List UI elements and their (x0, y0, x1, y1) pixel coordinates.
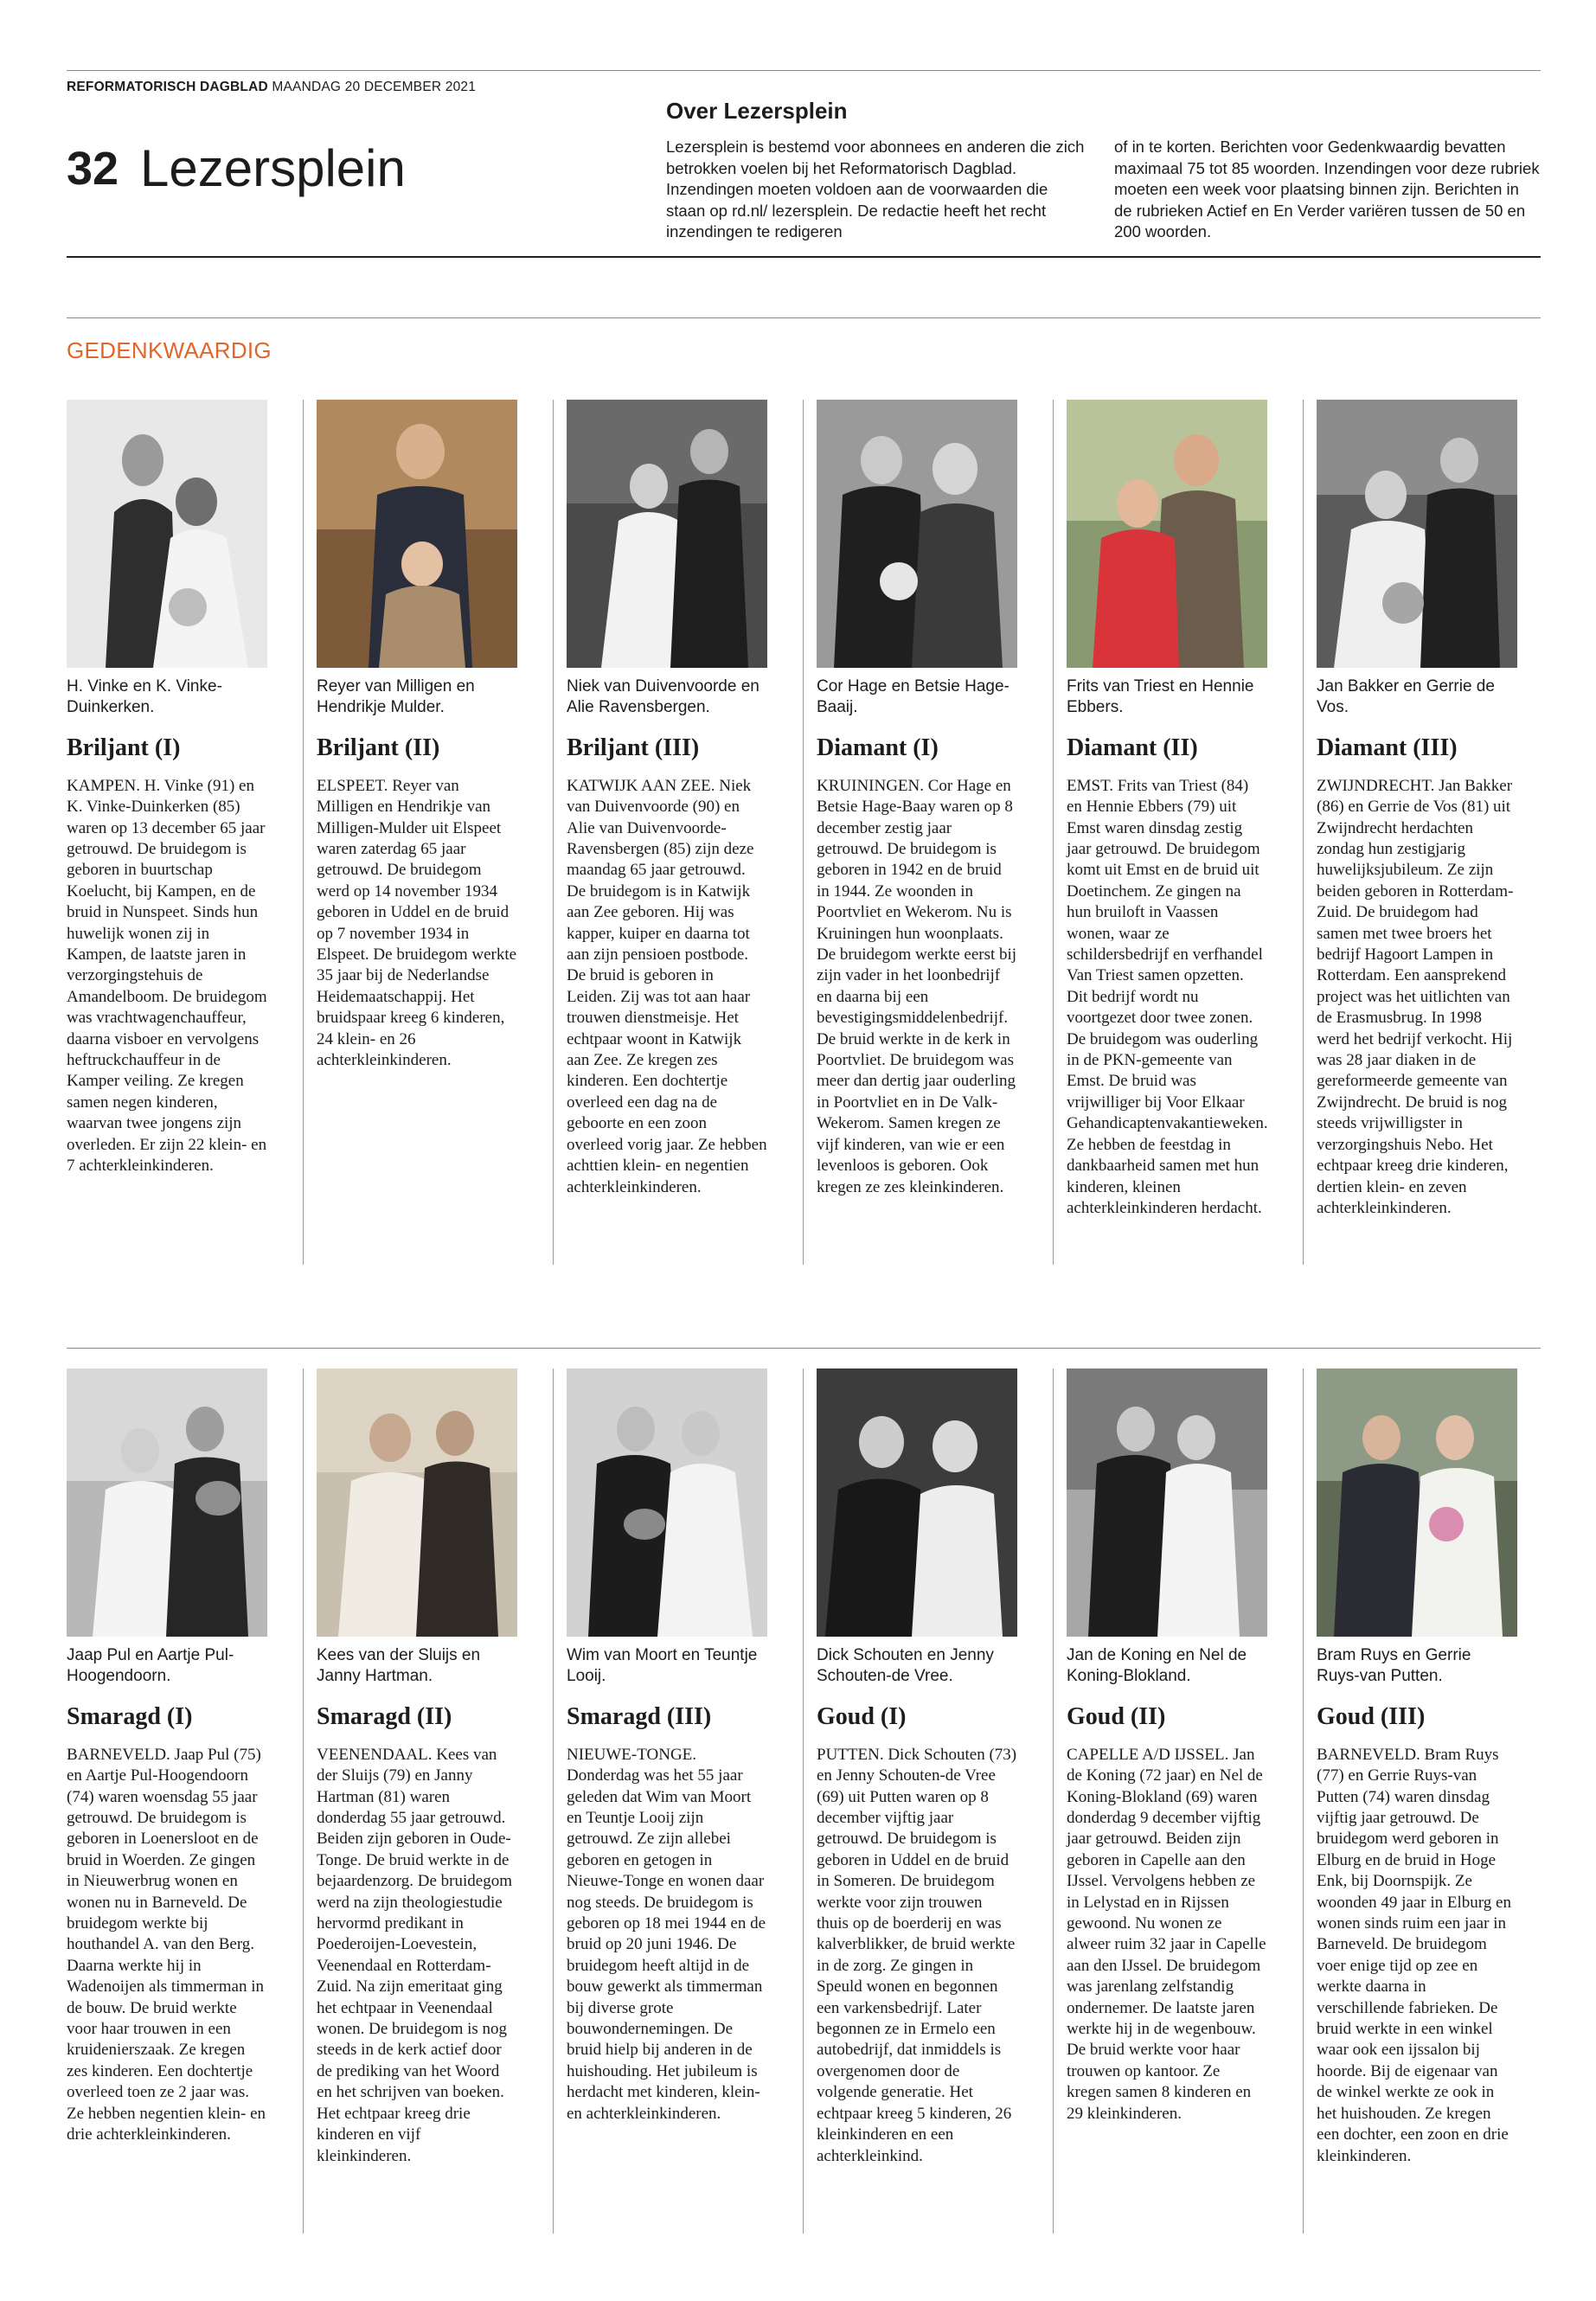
anniversary-card (567, 400, 767, 1198)
masthead (67, 80, 476, 95)
card-award-heading: Diamant (I) (817, 734, 939, 761)
section-title: Lezersplein (140, 139, 406, 197)
card-body-text: BARNEVELD. Bram Ruys (77) en Gerrie Ruys-van Putten (74) waren dinsdag vijftig jaar getrouwd. De bruidegom werd geboren in Elburg en de bruid in Hoge Enk, bij Doornspijk. Ze woonden 49 jaar in Elburg en wonen sinds ruim een jaar in Barneveld. De bruidegom voer enige tijd op zee en werkte daarna in verschillende fabrieken. De bruid werkte in een winkel waar ook een ijssalon bij hoorde. Bij de eigenaar van de winkel werkte ze ook in het huishouden. Ze kregen een dochter, een zoon en drie kleinkinderen. (1317, 1745, 1511, 2165)
card-body-text: KATWIJK AAN ZEE. Niek van Duivenvoorde (90) en Alie van Duivenvoorde-Ravensbergen (85) zijn deze maandag 65 jaar getrouwd. De bruidegom is in Katwijk aan Zee geboren. Hij was kapper, kuiper en daarna tot aan zijn pensioen postbode. De bruid is geboren in Leiden. Zij was tot aan haar trouwen dienstmeisje. Het echtpaar woont in Katwijk aan Zee. Ze kregen zes kinderen. Een dochtertje overleed een dag na de geboorte en een zoon overleed vorig jaar. Ze hebben achttien klein- en negentien achterkleinkinderen. (567, 776, 767, 1196)
couple-photo (567, 1368, 767, 1637)
column-separator (1303, 1368, 1304, 2234)
couple-photo (1067, 1368, 1267, 1637)
column-separator (303, 1368, 304, 2234)
issue-date: MAANDAG 20 DECEMBER 2021 (272, 80, 477, 94)
about-text-col2: of in te korten. Berichten voor Gedenkwaardig bevatten maximaal 75 tot 85 woorden. Inzendingen voor deze rubriek moeten een week voor plaatsing binnen zijn. Berichten in de rubrieken Actief en En Verder variëren tussen de 50 en 200 woorden. (1114, 138, 1540, 240)
card-award-heading: Smaragd (II) (317, 1703, 452, 1730)
card-caption: Niek van Duivenvoorde en Alie Ravensbergen. (567, 677, 760, 716)
couple-photo (1317, 1368, 1517, 1637)
card-body-text: NIEUWE-TONGE. Donderdag was het 55 jaar geleden dat Wim van Moort en Teuntje Looij zijn getrouwd. Ze zijn allebei geboren en getogen in Nieuwe-Tonge en wonen daar nog steeds. De bruidegom is geboren op 18 mei 1944 en de bruid op 20 juni 1946. De bruidegom heeft altijd in de bouw gewerkt als timmerman bij diverse grote bouwondernemingen. De bruid hielp bij anderen in de huishouding. Het jubileum is herdacht met kinderen, klein- en achterkleinkinderen. (567, 1745, 766, 2123)
anniversary-card (817, 1368, 1017, 2167)
card-body-text: KAMPEN. H. Vinke (91) en K. Vinke-Duinkerken (85) waren op 13 december 65 jaar getrouwd. De bruidegom is geboren in buurtschap Koelucht, bij Kampen, en de bruid in Nunspeet. Sinds hun huwelijk wonen zij in Kampen, de laatste jaren in verzorgingstehuis de Amandelboom. De bruidegom was vrachtwagenchauffeur, daarna visboer en vervolgens heftruckchauffeur in de Kamper veiling. Ze kregen samen negen kinderen, waarvan twee jongens zijn overleden. Er zijn 22 klein- en 7 achterkleinkinderen. (67, 776, 267, 1176)
card-caption: Reyer van Milligen en Hendrikje Mulder. (317, 677, 475, 716)
column-separator (553, 1368, 554, 2234)
card-body-text: ZWIJNDRECHT. Jan Bakker (86) en Gerrie de Vos (81) uit Zwijndrecht herdachten zondag hun zestigjarig huwelijksjubileum. Ze zijn beiden geboren in Rotterdam-Zuid. De bruidegom had samen met twee broers het bedrijf Hagoort Lampen in Rotterdam. Een aansprekend project was het uitlichten van de Erasmusbrug. In 1998 werd het bedrijf verkocht. Hij was 28 jaar diaken in de gereformeerde gemeente van Zwijndrecht. De bruid is nog steeds vrijwilligster in verzorgingshuis Nebo. Het echtpaar kreeg drie kinderen, dertien klein- en zeven achterkleinkinderen. (1317, 776, 1514, 1217)
column-separator (303, 400, 304, 1265)
card-award-heading: Diamant (III) (1317, 734, 1458, 761)
card-award-heading: Goud (I) (817, 1703, 907, 1730)
card-body-text: EMST. Frits van Triest (84) en Hennie Ebbers (79) uit Emst waren dinsdag zestig jaar getrouwd. De bruidegom komt uit Emst en de bruid uit Doetinchem. Ze gingen na hun bruiloft in Vaassen wonen, waar ze schildersbedrijf en verfhandel Van Triest samen opzetten. Dit bedrijf wordt nu voortgezet door twee zonen. De bruidegom was ouderling in de PKN-gemeente van Emst. De bruid was vrijwilliger bij Voor Elkaar Gehandicaptenvakantieweken. Ze hebben de feestdag in dankbaarheid samen met hun kinderen, kleinen achterkleinkinderen herdacht. (1067, 776, 1268, 1217)
publication-name: REFORMATORISCH DAGBLAD (67, 80, 268, 94)
card-award-heading: Briljant (I) (67, 734, 181, 761)
top-rule (67, 70, 1541, 71)
card-caption: Kees van der Sluijs en Janny Hartman. (317, 1646, 481, 1685)
anniversary-card (317, 400, 517, 1071)
card-caption: Dick Schouten en Jenny Schouten-de Vree. (817, 1646, 994, 1685)
couple-photo (567, 400, 767, 668)
card-body-text: CAPELLE A/D IJSSEL. Jan de Koning (72 jaar) en Nel de Koning-Blokland (69) waren donderdag 9 december vijftig jaar getrouwd. Beiden zijn geboren in Capelle aan den IJssel. Vervolgens hebben ze in Lelystad en in Rijssen gewoond. Nu wonen ze alweer ruim 32 jaar in Capelle aan den IJssel. De bruidegom was jarenlang zelfstandig ondernemer. De laatste jaren werkte hij in de wegenbouw. De bruid werkte voor haar trouwen op kantoor. Ze kregen samen 8 kinderen en 29 kleinkinderen. (1067, 1745, 1266, 2123)
anniversary-card (1067, 400, 1267, 1219)
section-kicker: GEDENKWAARDIG (67, 337, 272, 363)
page-number: 32 (67, 143, 119, 195)
anniversary-card (67, 1368, 267, 2146)
couple-photo (67, 400, 267, 668)
card-caption: Jan Bakker en Gerrie de Vos. (1317, 677, 1495, 716)
card-award-heading: Goud (II) (1067, 1703, 1166, 1730)
anniversary-card (567, 1368, 767, 2125)
anniversary-card (817, 400, 1017, 1198)
couple-photo (1317, 400, 1517, 668)
card-caption: Bram Ruys en Gerrie Ruys-van Putten. (1317, 1646, 1471, 1685)
card-caption: Frits van Triest en Hennie Ebbers. (1067, 677, 1254, 716)
anniversary-card (67, 400, 267, 1177)
card-award-heading: Smaragd (III) (567, 1703, 712, 1730)
card-caption: Wim van Moort en Teuntje Looij. (567, 1646, 758, 1685)
anniversary-card (1317, 400, 1517, 1219)
card-award-heading: Goud (III) (1317, 1703, 1426, 1730)
couple-photo (317, 400, 517, 668)
column-separator (1053, 400, 1054, 1265)
card-body-text: ELSPEET. Reyer van Milligen en Hendrikje van Milligen-Mulder uit Elspeet waren zaterdag 65 jaar getrouwd. De bruidegom werd op 14 november 1934 geboren in Uddel en de bruid op 7 november 1934 in Elspeet. De bruidegom werkte 35 jaar bij de Nederlandse Heidemaatschappij. Het bruidspaar kreeg 6 kinderen, 24 klein- en 26 achterkleinkinderen. (317, 776, 517, 1070)
about-text-col1: Lezersplein is bestemd voor abonnees en anderen die zich betrokken voelen bij het Reformatorisch Dagblad. Inzendingen moeten voldoen aan de voorwaarden die staan op rd.nl/ lezersplein. De redactie heeft het recht inzendingen te redigeren (666, 138, 1085, 240)
anniversary-card (1067, 1368, 1267, 2125)
couple-photo (1067, 400, 1267, 668)
anniversary-card (317, 1368, 517, 2167)
card-award-heading: Briljant (III) (567, 734, 700, 761)
anniversary-card (1317, 1368, 1517, 2167)
section-divider (67, 317, 1541, 318)
column-separator (1303, 400, 1304, 1265)
card-caption: Cor Hage en Betsie Hage-Baaij. (817, 677, 1010, 716)
column-separator (803, 1368, 804, 2234)
header-divider (67, 256, 1541, 258)
card-body-text: PUTTEN. Dick Schouten (73) en Jenny Schouten-de Vree (69) uit Putten waren op 8 december vijftig jaar getrouwd. De bruidegom is geboren in Uddel en de bruid in Someren. De bruidegom werkte voor zijn trouwen thuis op de boerderij en was kalverblikker, de bruid werkte in de zorg. Ze gingen in Speuld wonen en begonnen een varkensbedrijf. Later begonnen ze in Ermelo een autobedrijf, dat inmiddels is overgenomen door de volgende generatie. Het echtpaar kreeg 5 kinderen, 26 kleinkinderen en een achterkleinkind. (817, 1745, 1017, 2165)
card-body-text: KRUININGEN. Cor Hage en Betsie Hage-Baay waren op 8 december zestig jaar getrouwd. De bruidegom is geboren in 1942 en de bruid in 1944. Ze woonden in Poortvliet en Wekerom. Nu is Kruiningen hun woonplaats. De bruidegom werkte eerst bij zijn vader in het loonbedrijf en daarna bij een bevestigingsmiddelenbedrijf. De bruid werkte in de kerk in Poortvliet. De bruidegom was meer dan dertig jaar ouderling in Poortvliet en in De Valk-Wekerom. Samen kregen ze vijf kinderen, van wie er een levenloos is geboren. Ook kregen ze zes kleinkinderen. (817, 776, 1017, 1196)
couple-photo (67, 1368, 267, 1637)
card-award-heading: Smaragd (I) (67, 1703, 193, 1730)
column-separator (553, 400, 554, 1265)
card-body-text: VEENENDAAL. Kees van der Sluijs (79) en Janny Hartman (81) waren donderdag 55 jaar getrouwd. Beiden zijn geboren in Oude-Tonge. De bruid werkte in de bejaardenzorg. De bruidegom werd na zijn theologiestudie hervormd predikant in Poederoijen-Loevestein, Veenendaal en Rotterdam-Zuid. Na zijn emeritaat ging het echtpaar in Veenendaal wonen. De bruidegom is nog steeds in de kerk actief door de prediking van het Woord en het schrijven van boeken. Het echtpaar kreeg drie kinderen en vijf kleinkinderen. (317, 1745, 512, 2165)
row-divider (67, 1348, 1541, 1349)
card-caption: H. Vinke en K. Vinke-Duinkerken. (67, 677, 222, 716)
card-award-heading: Briljant (II) (317, 734, 440, 761)
about-title: Over Lezersplein (666, 98, 848, 124)
column-separator (1053, 1368, 1054, 2234)
couple-photo (317, 1368, 517, 1637)
couple-photo (817, 400, 1017, 668)
card-caption: Jan de Koning en Nel de Koning-Blokland. (1067, 1646, 1247, 1685)
card-award-heading: Diamant (II) (1067, 734, 1198, 761)
card-body-text: BARNEVELD. Jaap Pul (75) en Aartje Pul-Hoogendoorn (74) waren woensdag 55 jaar getrouwd. De bruidegom is geboren in Loenersloot en de bruid in Woerden. Ze gingen in Nieuwerbrug wonen en wonen nu in Barneveld. De bruidegom werkte bij houthandel A. van den Berg. Daarna werkte hij in Wadenoijen als timmerman in de bouw. De bruid werkte voor haar trouwen in een kruidenierszaak. Ze kregen zes kinderen. Een dochtertje overleed toen ze 2 jaar was. Ze hebben negentien klein- en drie achterkleinkinderen. (67, 1745, 266, 2144)
couple-photo (817, 1368, 1017, 1637)
column-separator (803, 400, 804, 1265)
card-caption: Jaap Pul en Aartje Pul-Hoogendoorn. (67, 1646, 234, 1685)
